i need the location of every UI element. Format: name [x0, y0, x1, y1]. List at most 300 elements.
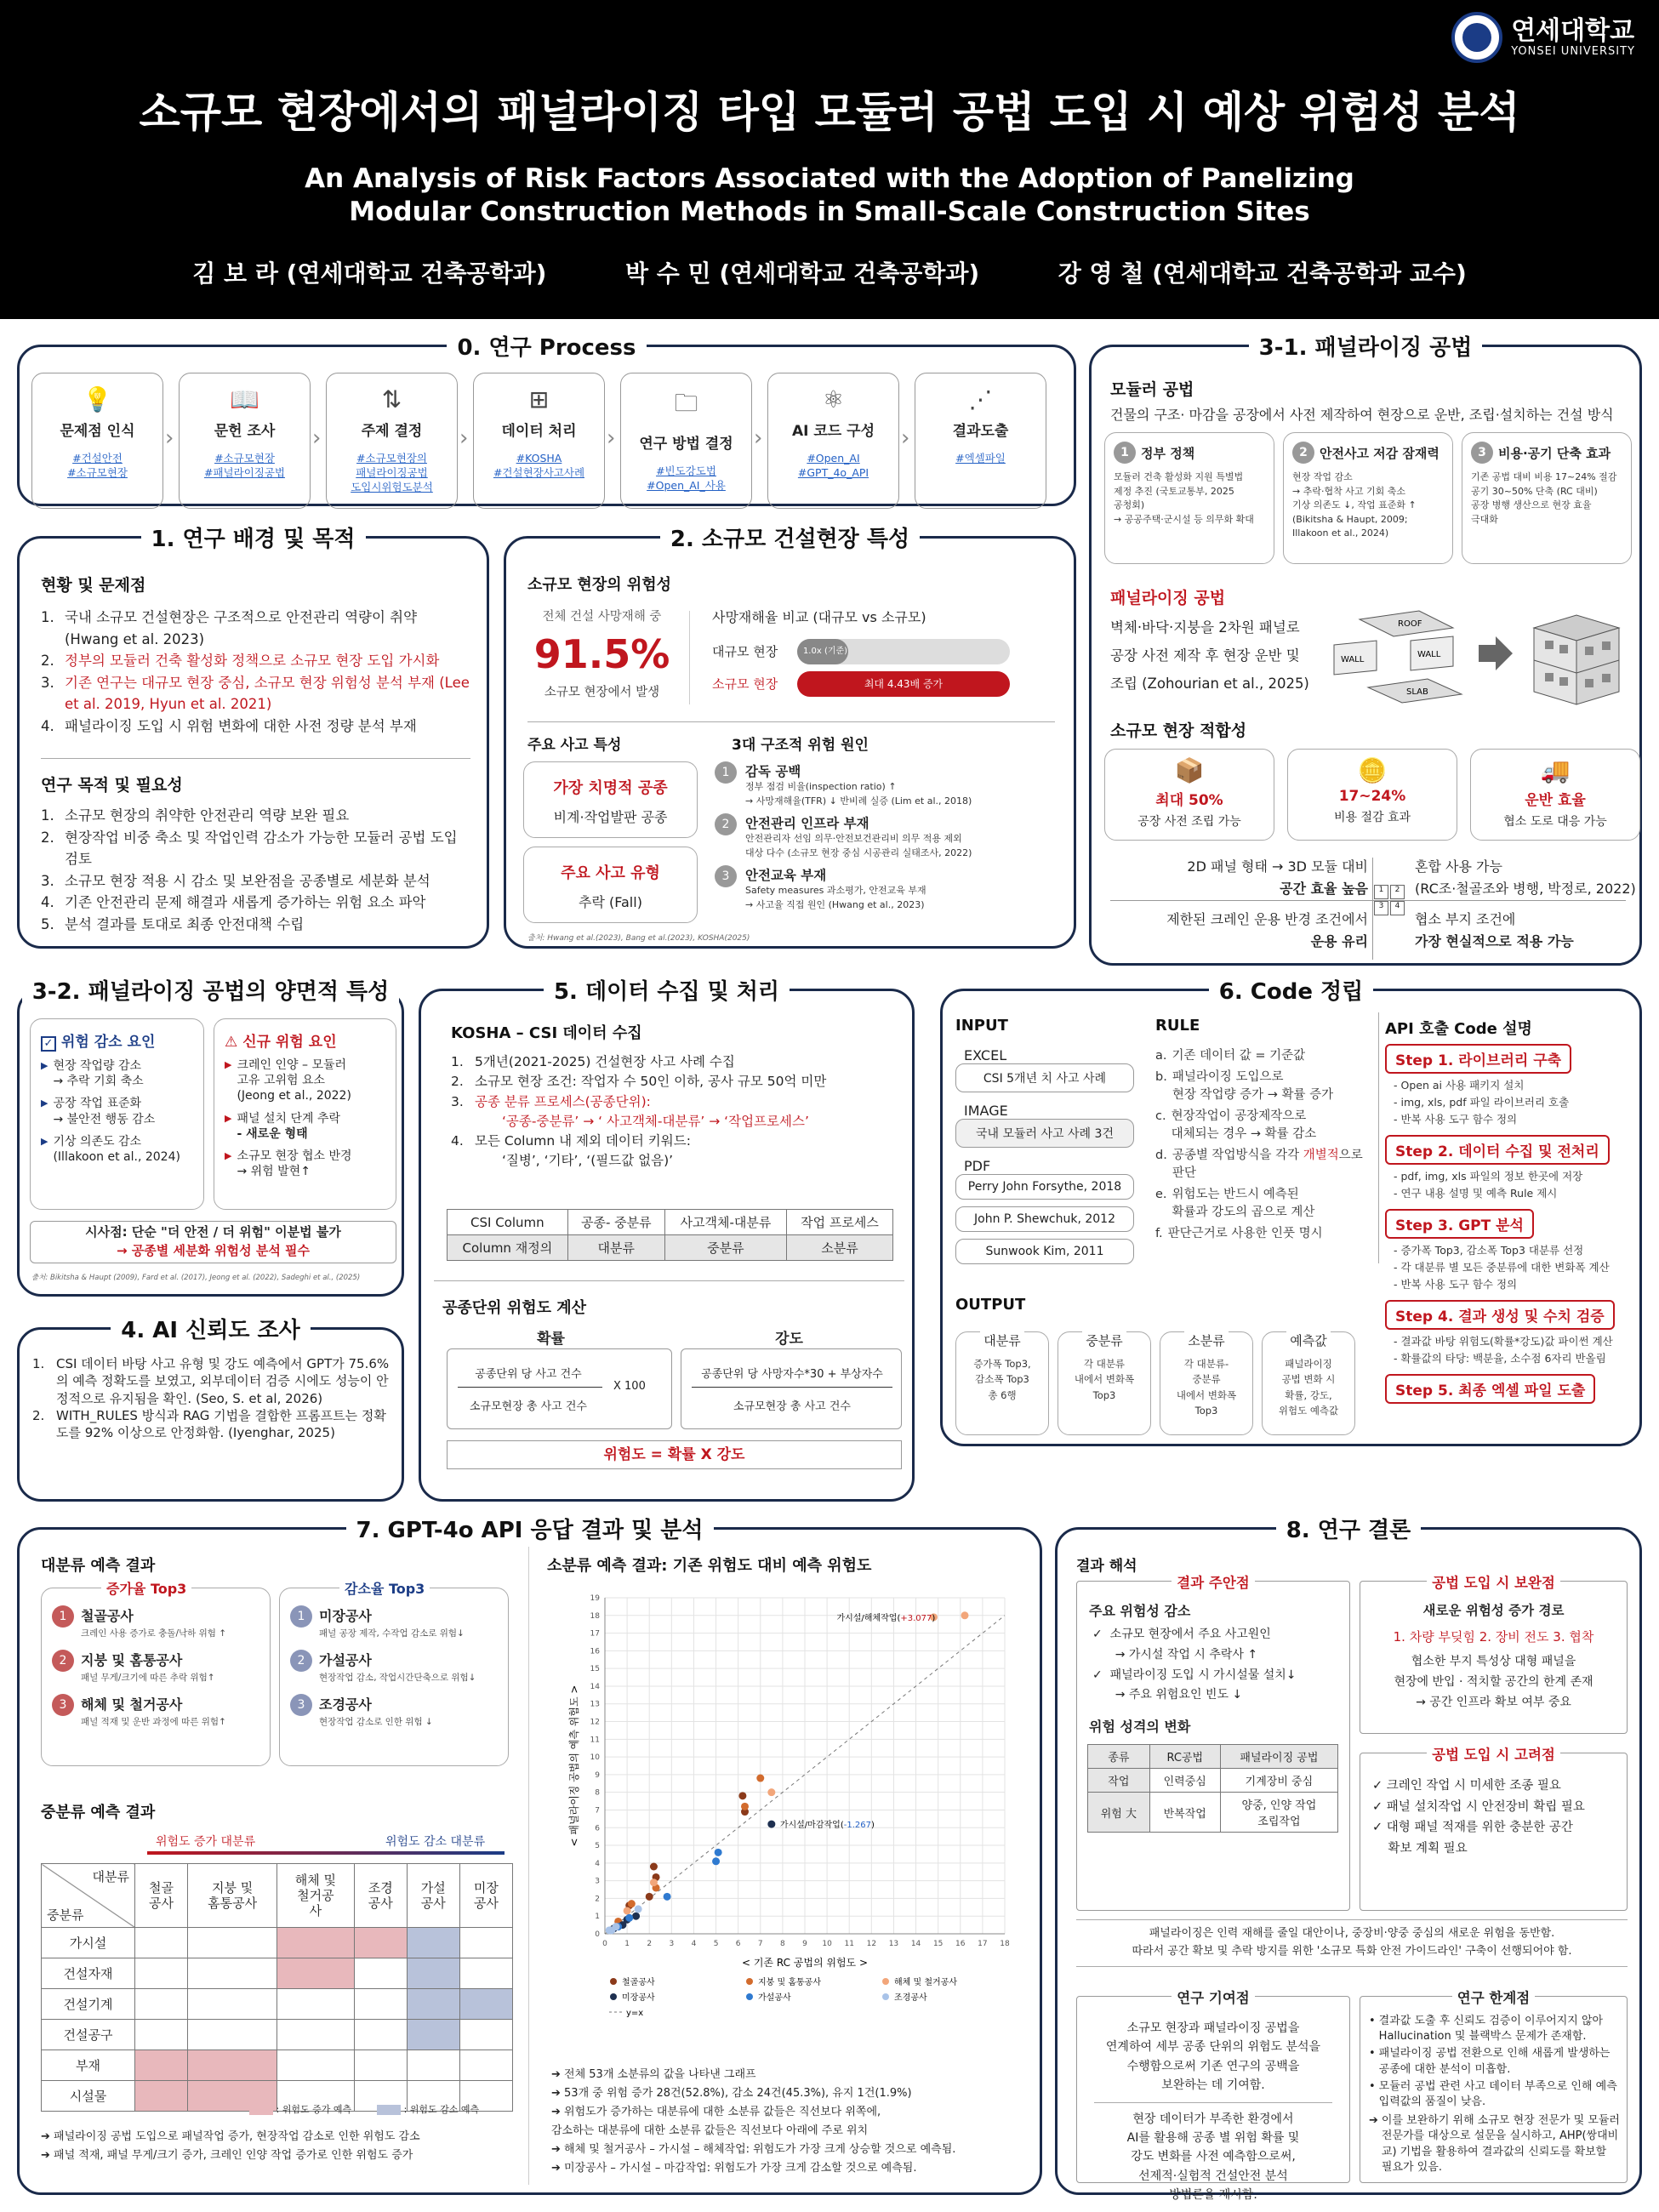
top3-item [52, 1650, 270, 1684]
top3-item [290, 1650, 508, 1684]
empty-cell [277, 2020, 355, 2050]
row-header: 건설자재 [42, 1958, 135, 1989]
top3-item [52, 1694, 270, 1728]
cause-title: 안전교육 부재 [745, 868, 827, 883]
x-tick-label: 3 [669, 1940, 675, 1948]
step-label: 연구 방법 결정 [639, 436, 733, 453]
x-tick-label: 8 [780, 1940, 785, 1948]
step-detail: - 결과값 바탕 위험도(확률*강도)값 파이썬 계산 [1394, 1335, 1613, 1348]
list-item [451, 1052, 902, 1072]
y-tick-label: 13 [590, 1700, 600, 1709]
card-header [1292, 442, 1444, 464]
top3-desc: 크레인 사용 증가로 충돌/낙하 위험 ↑ [81, 1628, 227, 1639]
process-step [915, 373, 1046, 509]
input-value: John P. Shewchuk, 2012 [955, 1206, 1134, 1232]
chevron-right-icon: › [901, 425, 910, 451]
keywords-line: ‘질병’, ‘기타’, ‘(필드값 없음)’ [502, 1153, 674, 1169]
step-label: 결과도출 [952, 423, 1009, 440]
rank-badge: 2 [52, 1650, 74, 1672]
data-point [650, 1878, 658, 1886]
legend-label: 조경공사 [894, 1993, 927, 2003]
y-tick-label: 14 [590, 1682, 600, 1691]
list-item [451, 1072, 902, 1092]
fit-note-4 [1415, 909, 1574, 952]
box-subtitle: 주요 위험성 감소 [1089, 1603, 1191, 1619]
table-row [1088, 1793, 1338, 1833]
panel-illustration [1317, 594, 1632, 713]
empty-cell [135, 1958, 188, 1989]
table-header: 패널라이징 공법 [1220, 1745, 1337, 1769]
author-2: 박 수 민 (연세대학교 건축공학과) [624, 259, 980, 288]
key-findings-box [1076, 1575, 1350, 1911]
x-axis-label: < 기존 RC 공법의 위험도 > [741, 1957, 869, 1969]
fit-icon: 🪙 [1357, 756, 1388, 784]
rule-text: 기존 데이터 값 = 기준값 [1172, 1049, 1306, 1063]
top3-item [52, 1605, 270, 1639]
chevron-right-icon: › [459, 425, 469, 451]
summary-line: 따라서 공간 확보 및 추락 방지를 위한 '소규모 특화 안전 가이드라인' 구축이 선행되어야 함. [1132, 1944, 1572, 1958]
section-title: 2. 소규모 건설현장 특성 [660, 527, 920, 552]
implication-box [30, 1221, 396, 1263]
row-header: 가시설 [42, 1928, 135, 1958]
decrease-label: 위험도 감소 대분류 [385, 1835, 486, 1849]
limitation-item [1369, 2014, 1620, 2044]
factor-item [225, 1149, 396, 1179]
author-3: 강 영 철 (연세대학교 건축공학과 교수) [1058, 259, 1467, 288]
step-detail: - 확률값의 타당: 백분율, 소수점 6자리 반올림 [1394, 1352, 1606, 1365]
item-number: 1. [451, 1054, 464, 1069]
empty-cell [277, 2050, 355, 2081]
empty-cell [188, 1928, 277, 1958]
section-gpt-results [17, 1518, 1042, 2195]
check-item: → 가시설 작업 시 추락사 ↑ [1092, 1647, 1258, 1662]
subheading: KOSHA – CSI 데이터 수집 [451, 1024, 642, 1042]
legend-marker [746, 1993, 753, 2000]
factor-item [225, 1111, 396, 1142]
considerations-box [1360, 1747, 1628, 1911]
box-title: 연구 기여점 [1172, 1990, 1254, 2006]
step-details [1394, 1168, 1636, 1202]
fit-desc: 비용 절감 효과 [1333, 811, 1411, 824]
table-header: 작업 프로세스 [786, 1210, 892, 1235]
table-cell: 위험 大 [1088, 1793, 1150, 1833]
annotation-end: ) [932, 1613, 936, 1623]
x-tick-label: 15 [932, 1940, 944, 1948]
rule-text: 위험도는 반드시 예측된 확률과 강도의 곱으로 계산 [1172, 1188, 1315, 1220]
decrease-cell [459, 1989, 512, 2020]
row-header: 부재 [42, 2050, 135, 2081]
item-text: 5개년(2021-2025) 건설현장 사고 사례 수집 [475, 1054, 735, 1069]
legend-label: 지붕 및 홈통공사 [758, 1978, 821, 1987]
title-english-1: An Analysis of Risk Factors Associated with the Adoption of Panelizing [305, 163, 1354, 194]
seal-icon [1451, 12, 1502, 63]
rule-item [1155, 1069, 1372, 1104]
check-item: → 주요 위험요인 빈도 ↓ [1092, 1688, 1243, 1702]
input-image [955, 1103, 1134, 1148]
item-text: 분석 결과를 토대로 최종 안전대책 수립 [65, 915, 305, 932]
risk-change-table [1087, 1744, 1338, 1833]
top3-item [290, 1694, 508, 1728]
card-desc: 모듈러 건축 활성화 지원 특별법 제정 추진 (국토교통부, 2025 공청회) → 공공주택·군시설 등 의무화 확대 [1114, 471, 1254, 525]
fit-icon: 🚚 [1540, 756, 1571, 784]
decrease-top3-card [279, 1581, 509, 1766]
panel-desc-line: 공장 사전 제작 후 현장 운반 및 [1110, 647, 1300, 664]
output-card [1058, 1331, 1151, 1435]
top3-title: 지붕 및 홈통공사 [81, 1652, 183, 1668]
section-title: 4. AI 신뢰도 조사 [111, 1318, 311, 1343]
fit-note-1 [1109, 856, 1368, 899]
x-tick-label: 0 [602, 1940, 607, 1948]
fit-desc: 협소 도로 대응 가능 [1503, 815, 1607, 829]
check-item: ✓ 패널라이징 도입 시 가시설물 설치↓ [1092, 1668, 1297, 1682]
decrease-cell [407, 1928, 459, 1958]
data-point [607, 1926, 615, 1934]
note-line: 공간 효율 높음 [1280, 880, 1368, 897]
rule-item [1155, 1186, 1372, 1222]
empty-cell [188, 1989, 277, 2020]
empty-cell [354, 2050, 407, 2081]
table-cell: 기계장비 중심 [1220, 1769, 1337, 1793]
panel-desc [1110, 613, 1309, 698]
section-code [940, 979, 1642, 1446]
legend-label: 철골공사 [622, 1978, 655, 1987]
bar-label: 1.0x (기준) [797, 639, 848, 664]
list-item [451, 1132, 902, 1151]
subheading: 모듈러 공법 [1110, 380, 1194, 399]
item-number: 1. [41, 609, 54, 625]
y-tick-label: 15 [590, 1665, 600, 1674]
benefit-card [1104, 432, 1274, 564]
table-corner [42, 1864, 135, 1928]
card-desc: 기존 공법 대비 비용 17~24% 절감 공기 30~50% 단축 (RC 대비) 공장 병행 생산으로 현장 효율 극대화 [1471, 471, 1617, 525]
table-notes [41, 2128, 420, 2165]
input-value: CSI 5개년 치 사고 사례 [955, 1063, 1134, 1092]
decrease-cell [407, 1958, 459, 1989]
section-title: 1. 연구 배경 및 목적 [141, 527, 366, 552]
mid-category-table [41, 1863, 513, 2112]
output-title: 소분류 [1184, 1331, 1228, 1349]
table-cell: 소분류 [786, 1235, 892, 1261]
section-title: 3-1. 패널라이징 공법 [1249, 335, 1483, 361]
step-badge: Step 5. 최종 엑셀 파일 도출 [1385, 1374, 1595, 1404]
note-line: 혼합 사용 가능 [1415, 858, 1502, 875]
section-dual-characteristics [17, 979, 404, 1297]
top3-desc: 패널 적재 및 운반 과정에 따른 위험↑ [81, 1717, 226, 1727]
annotation [836, 1612, 935, 1623]
column-header: 조경 공사 [354, 1864, 407, 1928]
grid-cell: 3 [1374, 901, 1388, 915]
y-tick-label: 7 [595, 1806, 600, 1816]
limitation-text: 결과값 도출 후 신뢰도 검증이 이루어지지 않아 Hallucination 및 블랙박스 문제가 존재함. [1378, 2015, 1604, 2044]
legend-marker [610, 1978, 617, 1985]
arrow-right-icon [1479, 636, 1513, 670]
step-tags: #Open_AI #GPT_4o_API [797, 452, 869, 479]
limitation-box [1360, 1990, 1628, 2183]
step-detail: - img, xls, pdf 파일 라이브러리 호출 [1394, 1096, 1570, 1109]
causes-list [715, 761, 1063, 917]
rule-mark: b. [1155, 1070, 1167, 1085]
section-title: 6. Code 정립 [1209, 979, 1374, 1005]
bullet-line: ➔ 53개 중 위험 증가 28건(52.8%), 감소 24건(45.3%), 유지 1건(1.9%) [551, 2087, 912, 2101]
benefit-card [1462, 432, 1632, 564]
limitation-text: 모듈러 공법 관련 사고 데이터 부족으로 인해 예측 입력값의 품질이 낮음. [1378, 2079, 1617, 2108]
item-number: 2. [451, 1074, 464, 1090]
new-risk-title [225, 1029, 396, 1051]
ai-reliability-list [32, 1355, 394, 1441]
cause-item [715, 761, 1063, 808]
box-title: 공법 도입 시 보완점 [1427, 1575, 1560, 1591]
x-tick-label: 17 [978, 1940, 988, 1948]
formula-denominator: 소규모현장 총 사고 건수 [733, 1400, 851, 1413]
increase-cell [277, 1958, 355, 1989]
cause-item [715, 813, 1063, 860]
annotation-value: -1.267 [843, 1821, 871, 1831]
purpose-list [41, 805, 475, 935]
bullet-line: ➔ 위험도가 증가하는 대분류에 대한 소분류 값들은 직선보다 위쪽에, 감소하는 대분류에 대한 소분류 값들은 직선보다 아래에 주로 위치 [551, 2106, 881, 2138]
rank-badge: 1 [290, 1605, 312, 1628]
table-row [1088, 1769, 1338, 1793]
title-english-2: Modular Construction Methods in Small-Scale Construction Sites [349, 197, 1310, 227]
annotation-value: +3.077 [900, 1613, 932, 1623]
top3-title: 가설공사 [319, 1652, 372, 1668]
x-tick-label: 12 [866, 1940, 877, 1948]
stat-block [527, 607, 676, 700]
x-tick-label: 7 [757, 1940, 763, 1948]
row-header: 건설기계 [42, 1989, 135, 2020]
card-value: 추락 (Fall) [579, 894, 642, 910]
rule-mark: a. [1155, 1049, 1167, 1063]
chevron-right-icon: › [165, 425, 174, 451]
list-item [41, 870, 475, 892]
fit-value: 운반 효율 [1525, 792, 1586, 809]
panel-label: WALL [1417, 650, 1441, 659]
card-title: 증가율 Top3 [101, 1578, 191, 1598]
factor-text: 현장 작업량 감소 → 추락 기회 축소 [53, 1059, 144, 1089]
decrease-cell [407, 1989, 459, 2020]
x-tick-label: 13 [888, 1940, 899, 1948]
subheading: API 호출 Code 설명 [1385, 1020, 1532, 1038]
step-details [1394, 1333, 1636, 1367]
implication-line: 시사점: 단순 "더 안전 / 더 위험" 이분법 불가 [85, 1224, 341, 1240]
step-detail: - 증가폭 Top3, 감소폭 Top3 대분류 선정 [1394, 1244, 1584, 1257]
number-badge: 1 [1114, 442, 1136, 464]
check-item: ✓ 크레인 작업 시 미세한 조종 필요 [1372, 1779, 1561, 1793]
improvements-box [1360, 1575, 1628, 1734]
factor-text-part: 패널 설치 단계 추락 [237, 1111, 341, 1126]
output-title: 예측값 [1286, 1331, 1330, 1349]
rank-badge: 2 [290, 1650, 312, 1672]
section-ai-reliability [17, 1318, 404, 1502]
empty-cell [354, 2020, 407, 2050]
rule-item [1155, 1047, 1372, 1065]
table-cell: 대분류 [567, 1235, 664, 1261]
list-item [451, 1092, 902, 1112]
card-title: 안전사고 저감 잠재력 [1320, 445, 1440, 461]
step-detail: - 연구 내용 설명 및 예측 Rule 제시 [1394, 1187, 1558, 1200]
table-row [42, 1928, 513, 1958]
item-number: 3. [451, 1093, 464, 1109]
data-point [625, 1914, 633, 1922]
chevron-right-icon: › [312, 425, 322, 451]
y-tick-label: 2 [595, 1895, 600, 1904]
rule-text-highlight: 개별적 [1303, 1149, 1339, 1163]
top3-title: 조경공사 [319, 1696, 372, 1713]
factor-item [225, 1058, 396, 1104]
table-header: CSI Column [448, 1210, 568, 1235]
empty-cell [188, 1958, 277, 1989]
accident-type-card [523, 847, 698, 923]
y-tick-label: 1 [595, 1913, 600, 1922]
number-badge: 2 [1292, 442, 1314, 464]
legend-label: 미장공사 [622, 1993, 655, 2003]
top3-desc: 현장작업 감소로 인한 위험 ↓ [319, 1717, 433, 1727]
step-badge: Step 4. 결과 생성 및 수치 검증 [1385, 1300, 1615, 1330]
increase-cell [354, 1928, 407, 1958]
item-text: 국내 소규모 건설현장은 구조적으로 안전관리 역량이 취약 (Hwang et al. 2023) [65, 609, 418, 647]
large-site-bar [797, 639, 1010, 664]
probability-formula [447, 1348, 672, 1429]
bullet: • [1369, 2015, 1376, 2027]
top3-desc: 패널 공장 제작, 수작업 감소로 위험↓ [319, 1628, 465, 1639]
desc-line: 현장에 반입 · 적치할 공간의 한계 존재 [1394, 1674, 1593, 1689]
increase-label: 위험도 증가 대분류 [156, 1835, 256, 1849]
limitation-item [1369, 2079, 1620, 2110]
corner-top: 대분류 [92, 1869, 129, 1884]
input-pdf [955, 1158, 1134, 1264]
step-icon: ⚛ [822, 385, 845, 413]
cause-body [745, 813, 972, 860]
data-point [628, 1900, 636, 1907]
annotation-text: 가시설/마감작업( [779, 1821, 844, 1831]
section-site-characteristics [504, 527, 1076, 949]
list-item [41, 914, 475, 936]
row-header: 건설공구 [42, 2020, 135, 2050]
fit-value: 최대 50% [1155, 792, 1223, 809]
grid-cell: 2 [1390, 885, 1405, 899]
item-text: 소규모 현장의 취약한 안전관리 역량 보완 필요 [65, 807, 350, 824]
output-desc: 패널라이징 공법 변화 시 확률, 강도, 위험도 예측값 [1278, 1358, 1339, 1417]
author-1: 김 보 라 (연세대학교 건축공학과) [192, 259, 547, 288]
y-tick-label: 19 [590, 1594, 600, 1603]
factor-text-bold: - 새로운 형태 [237, 1126, 308, 1141]
data-point [767, 1788, 775, 1796]
annotation [780, 1819, 875, 1830]
empty-cell [354, 1958, 407, 1989]
x-tick-label: 1 [624, 1940, 630, 1948]
remedy-text: 이를 보완하기 위해 소규모 현장 전문가 및 모듈러 전문가를 대상으로 설문을 실시하고, AHP(쌍대비교) 기법을 활용하여 결과값의 신뢰도를 확보할 필요가 있음. [1381, 2114, 1620, 2174]
item-text: 현장작업 비중 축소 및 작업인력 감소가 가능한 모듈러 공법 도입 검토 [65, 829, 458, 868]
university-logo [1451, 12, 1635, 63]
risk-path-title: 새로운 위험성 증가 경로 [1422, 1603, 1565, 1618]
data-point [664, 1893, 671, 1901]
rule-mark: f. [1155, 1227, 1163, 1241]
empty-cell [135, 1989, 188, 2020]
desc-line: 협소한 부지 특성상 대형 패널을 [1411, 1655, 1576, 1668]
item-number: 3. [41, 872, 54, 889]
stat-desc: 소규모 현장에서 발생 [544, 686, 660, 699]
table-header-row [1088, 1745, 1338, 1769]
top3-body [81, 1650, 215, 1684]
severity-formula [681, 1348, 902, 1429]
bullet-line: ➔ 미장공사 – 가시설 – 마감작업: 위험도가 가장 크게 감소할 것으로 예측됨. [551, 2162, 917, 2175]
process-step [620, 373, 752, 509]
subheading: 연구 목적 및 필요성 [41, 776, 183, 795]
check-item: ✓ 패널 설치작업 시 안전장비 확립 필요 [1372, 1799, 1585, 1814]
cause-desc: 정부 점검 비율(inspection ratio) ↑ → 사망재해율(TFR) ↓ 반비례 실증 (Lim et al., 2018) [745, 781, 972, 807]
input-type: EXCEL [964, 1047, 1007, 1063]
top3-title: 미장공사 [319, 1608, 372, 1624]
large-site-label: 대규모 현장 [712, 644, 778, 659]
x-tick-label: 5 [713, 1940, 719, 1948]
section-title: 7. GPT-4o API 응답 결과 및 분석 [346, 1518, 714, 1543]
empty-cell [459, 2050, 512, 2081]
input-type: PDF [964, 1158, 991, 1174]
empty-cell [188, 2020, 277, 2050]
contribution-1: 소규모 현장과 패널라이징 공법을 연계하여 세부 공종 단위의 위험도 분석을 수행함으로써 기존 연구의 공백을 보완하는 데 기여함. [1105, 2021, 1321, 2093]
compare-title: 사망재해율 비교 (대규모 vs 소규모) [712, 609, 926, 625]
data-point [715, 1849, 722, 1856]
formula-multiplier: X 100 [613, 1380, 646, 1393]
card-title: 주요 사고 유형 [561, 864, 660, 882]
cause-desc: 안전관리자 선임 의무·안전보건관리비 의무 적용 제외 대상 다수 (소규모 현장 중심 시공관리 실태조사, 2022) [745, 833, 972, 858]
step-icon: ⇅ [381, 385, 402, 413]
y-tick-label: 16 [590, 1647, 600, 1656]
item-number: 4. [41, 717, 54, 734]
card-title: 정부 정책 [1141, 445, 1195, 461]
cause-title: 감독 공백 [745, 764, 801, 779]
rule-item [1155, 1108, 1372, 1143]
item-number: 5. [41, 915, 54, 932]
legend-marker [882, 1993, 889, 2000]
top3-title: 철골공사 [81, 1608, 134, 1624]
panel-label: SLAB [1406, 687, 1428, 697]
cause-body [745, 761, 972, 808]
summary-note [1076, 1919, 1628, 1967]
empty-cell [459, 1958, 512, 1989]
item-number: 4. [451, 1133, 464, 1149]
data-point [624, 1907, 631, 1914]
empty-cell [277, 1989, 355, 2020]
subheading: 공종단위 위험도 계산 [442, 1299, 587, 1317]
step-tags: #소규모현장 #패널라이징공법 [204, 452, 285, 479]
top3-body [81, 1605, 226, 1639]
factor-text: 크레인 인양 – 모듈러 고유 고위험 요소 (Jeong et al., 2022) [237, 1058, 351, 1103]
data-point [756, 1775, 764, 1782]
scatter-chart [545, 1581, 1035, 2057]
table-row [42, 2050, 513, 2081]
analysis-bullets [551, 2066, 1036, 2179]
cause-body [745, 865, 926, 912]
step-icon: 🗀 [674, 389, 698, 417]
desc-line: → 공간 인프라 확보 여부 중요 [1416, 1695, 1571, 1709]
factor-item [41, 1058, 203, 1089]
output-desc: 각 대분류- 중분류 내에서 변화폭 Top3 [1176, 1358, 1237, 1417]
step-label: 문제점 인식 [60, 423, 135, 440]
item-text: 소규모 현장 조건: 작업자 수 50인 이하, 공사 규모 50억 미만 [475, 1074, 827, 1090]
note-line: 협소 부지 조건에 [1415, 911, 1516, 927]
fit-icon: 📦 [1174, 756, 1205, 784]
column-header: 해체 및 철거공 사 [277, 1864, 355, 1928]
subheading: 소규모 현장 적합성 [1110, 721, 1247, 740]
x-tick-label: 14 [910, 1940, 921, 1948]
limitation-item [1369, 2046, 1620, 2077]
subheading: INPUT [955, 1017, 1008, 1035]
logo-text: 연세대학교 [1511, 16, 1635, 46]
x-tick-label: 16 [955, 1940, 966, 1948]
number-badge: 1 [715, 761, 737, 784]
y-tick-label: 5 [595, 1842, 600, 1851]
step-tags: #소규모현장의 패널라이징공법 도입시위험도분석 [351, 452, 433, 493]
